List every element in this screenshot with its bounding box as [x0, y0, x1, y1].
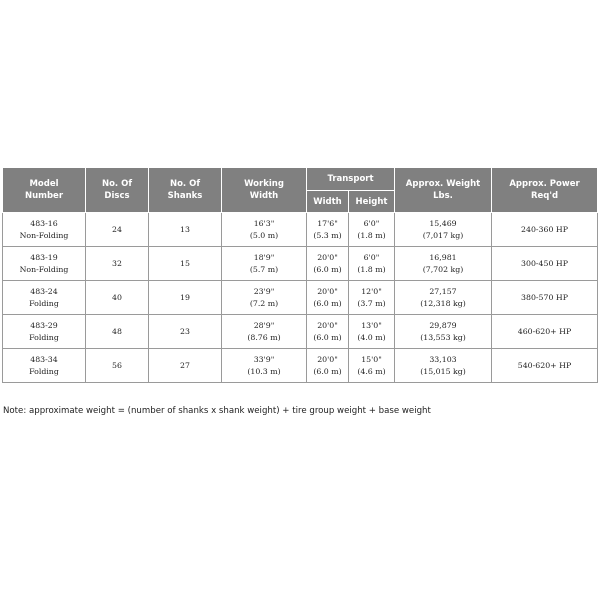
cell-working-width: 18'9" (5.7 m): [222, 247, 307, 281]
specs-table: [2, 167, 598, 383]
header-approx-power: Approx. Power Req'd: [492, 168, 598, 213]
cell-weight: 16,981 (7,702 kg): [395, 247, 492, 281]
cell-shanks: 19: [149, 281, 222, 315]
cell-weight: 29,879 (13,553 kg): [395, 315, 492, 349]
cell-discs: 24: [86, 213, 149, 247]
cell-weight: 27,157 (12,318 kg): [395, 281, 492, 315]
cell-power: 460-620+ HP: [492, 315, 598, 349]
cell-model: 483-19 Non-Folding: [3, 247, 86, 281]
cell-model: 483-24 Folding: [3, 281, 86, 315]
table-row: [3, 281, 598, 315]
cell-shanks: 13: [149, 213, 222, 247]
cell-discs: 56: [86, 349, 149, 383]
cell-power: 300-450 HP: [492, 247, 598, 281]
cell-power: 240-360 HP: [492, 213, 598, 247]
cell-working-width: 33'9" (10.3 m): [222, 349, 307, 383]
cell-transport-height: 6'0" (1.8 m): [349, 213, 395, 247]
cell-working-width: 23'9" (7.2 m): [222, 281, 307, 315]
cell-transport-width: 20'0" (6.0 m): [307, 315, 349, 349]
header-transport-width: Width: [307, 191, 349, 213]
table-row: [3, 247, 598, 281]
cell-transport-width: 20'0" (6.0 m): [307, 281, 349, 315]
cell-discs: 48: [86, 315, 149, 349]
header-model-number: Model Number: [3, 168, 86, 213]
cell-model: 483-16 Non-Folding: [3, 213, 86, 247]
cell-discs: 32: [86, 247, 149, 281]
table-row: [3, 315, 598, 349]
cell-power: 540-620+ HP: [492, 349, 598, 383]
cell-transport-width: 20'0" (6.0 m): [307, 247, 349, 281]
header-no-of-discs: No. Of Discs: [86, 168, 149, 213]
table-row: [3, 349, 598, 383]
header-transport: Transport: [307, 168, 395, 191]
cell-weight: 33,103 (15,015 kg): [395, 349, 492, 383]
header-working-width: Working Width: [222, 168, 307, 213]
cell-transport-height: 13'0" (4.0 m): [349, 315, 395, 349]
specs-table-container: [2, 167, 597, 383]
cell-transport-width: 20'0" (6.0 m): [307, 349, 349, 383]
cell-working-width: 28'9" (8.76 m): [222, 315, 307, 349]
header-transport-height: Height: [349, 191, 395, 213]
cell-model: 483-34 Folding: [3, 349, 86, 383]
cell-shanks: 23: [149, 315, 222, 349]
header-approx-weight: Approx. Weight Lbs.: [395, 168, 492, 213]
cell-transport-width: 17'6" (5.3 m): [307, 213, 349, 247]
weight-note: Note: approximate weight = (number of shanks x shank weight) + tire group weight + base weight: [3, 406, 431, 416]
cell-transport-height: 12'0" (3.7 m): [349, 281, 395, 315]
cell-working-width: 16'3" (5.0 m): [222, 213, 307, 247]
cell-shanks: 27: [149, 349, 222, 383]
header-row: [3, 168, 598, 191]
cell-shanks: 15: [149, 247, 222, 281]
header-no-of-shanks: No. Of Shanks: [149, 168, 222, 213]
table-row: [3, 213, 598, 247]
cell-weight: 15,469 (7,017 kg): [395, 213, 492, 247]
cell-model: 483-29 Folding: [3, 315, 86, 349]
cell-discs: 40: [86, 281, 149, 315]
cell-transport-height: 6'0" (1.8 m): [349, 247, 395, 281]
cell-power: 380-570 HP: [492, 281, 598, 315]
cell-transport-height: 15'0" (4.6 m): [349, 349, 395, 383]
